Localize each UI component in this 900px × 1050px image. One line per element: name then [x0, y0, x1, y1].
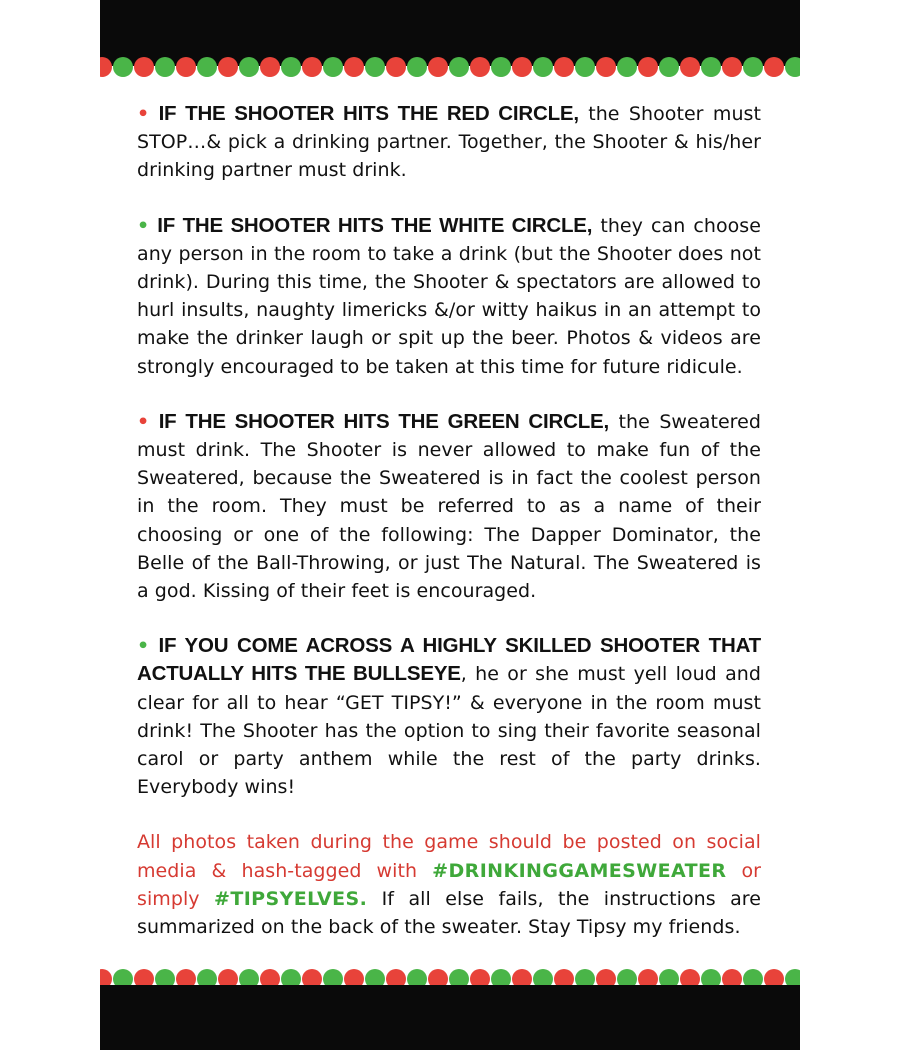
border-dot — [428, 57, 448, 77]
border-dot — [491, 57, 511, 77]
closing-text-red: All photos taken during the game should be posted on social media & hash-tagged with — [137, 831, 761, 882]
border-dot — [722, 57, 742, 77]
border-dot — [512, 57, 532, 77]
border-dot — [575, 57, 595, 77]
border-dot — [113, 57, 133, 77]
closing-text-red-2: or simply — [137, 859, 761, 910]
bullet-icon: • — [137, 410, 150, 433]
top-dot-border — [100, 56, 800, 78]
border-dot — [260, 57, 280, 77]
border-dot — [785, 57, 800, 77]
border-dot — [100, 57, 112, 77]
rule-heading: IF THE SHOOTER HITS THE WHITE CIRCLE, — [157, 213, 593, 237]
rule-heading: IF THE SHOOTER HITS THE GREEN CIRCLE, — [158, 409, 610, 433]
border-dot — [596, 57, 616, 77]
border-dot — [554, 57, 574, 77]
rule-white-circle — [137, 212, 761, 381]
border-dot — [323, 57, 343, 77]
rule-body: they can choose any person in the room to take a drink (but the Shooter does not drink). During this time, the Shooter & spectators are allowed to hurl insults, naughty limericks &/or witty haikus in an attempt to make the drinker laugh or spit up the beer. Photos & videos are strongly encouraged to be taken at this time for future ridicule. — [137, 214, 762, 378]
rule-bullseye — [137, 632, 761, 801]
rule-red-circle — [137, 100, 761, 185]
border-dot — [617, 57, 637, 77]
border-dot — [743, 57, 763, 77]
rule-body: the Shooter must STOP…& pick a drinking partner. Together, the Shooter & his/her drinking partner must drink. — [137, 103, 761, 182]
border-dot — [407, 57, 427, 77]
border-dot — [302, 57, 322, 77]
bullet-icon: • — [137, 214, 150, 237]
border-dot — [239, 57, 259, 77]
rule-heading: IF THE SHOOTER HITS THE RED CIRCLE, — [158, 102, 579, 125]
border-dot — [344, 57, 364, 77]
border-dot — [281, 57, 301, 77]
border-dot — [533, 57, 553, 77]
border-dot — [386, 57, 406, 77]
border-dot — [680, 57, 700, 77]
instructions-content — [137, 100, 761, 968]
bottom-black-band — [100, 985, 800, 1050]
closing-note — [137, 828, 761, 941]
border-dot — [449, 57, 469, 77]
closing-text-black: If all else fails, the instructions are summarized on the back of the sweater. Stay Tipsy my friends. — [137, 887, 761, 939]
border-dot — [638, 57, 658, 77]
border-dot — [701, 57, 721, 77]
border-dot — [197, 57, 217, 77]
border-dot — [764, 57, 784, 77]
border-dot — [155, 57, 175, 77]
border-dot — [134, 57, 154, 77]
rule-body: , he or she must yell loud and clear for all to hear “GET TIPSY!” & everyone in the room must drink! The Shooter has the option to sing their favorite seasonal carol or party anthem while the rest of the party drinks. Everybody wins! — [137, 663, 761, 799]
border-dot — [365, 57, 385, 77]
rule-heading: IF YOU COME ACROSS A HIGHLY SKILLED SHOOTER THAT ACTUALLY HITS THE BULLSEYE — [137, 634, 762, 686]
bullet-icon: • — [137, 635, 150, 658]
hashtag-tipsyelves: #TIPSYELVES. — [214, 887, 368, 910]
border-dot — [659, 57, 679, 77]
border-dot — [176, 57, 196, 77]
rule-body: the Sweatered must drink. The Shooter is never allowed to make fun of the Sweatered, because the Sweatered is in fact the coolest person in the room. They must be referred to as a name of their choosing or one of the following: The Dapper Dominator, the Belle of the Ball-Throwing, or just The Natural. The Sweatered is a god. Kissing of their feet is encouraged. — [137, 410, 761, 603]
hashtag-drinkinggamesweater: #DRINKINGGAMESWEATER — [432, 859, 727, 882]
border-dot — [470, 57, 490, 77]
border-dot — [218, 57, 238, 77]
rule-green-circle — [137, 408, 761, 605]
bullet-icon: • — [137, 103, 150, 125]
